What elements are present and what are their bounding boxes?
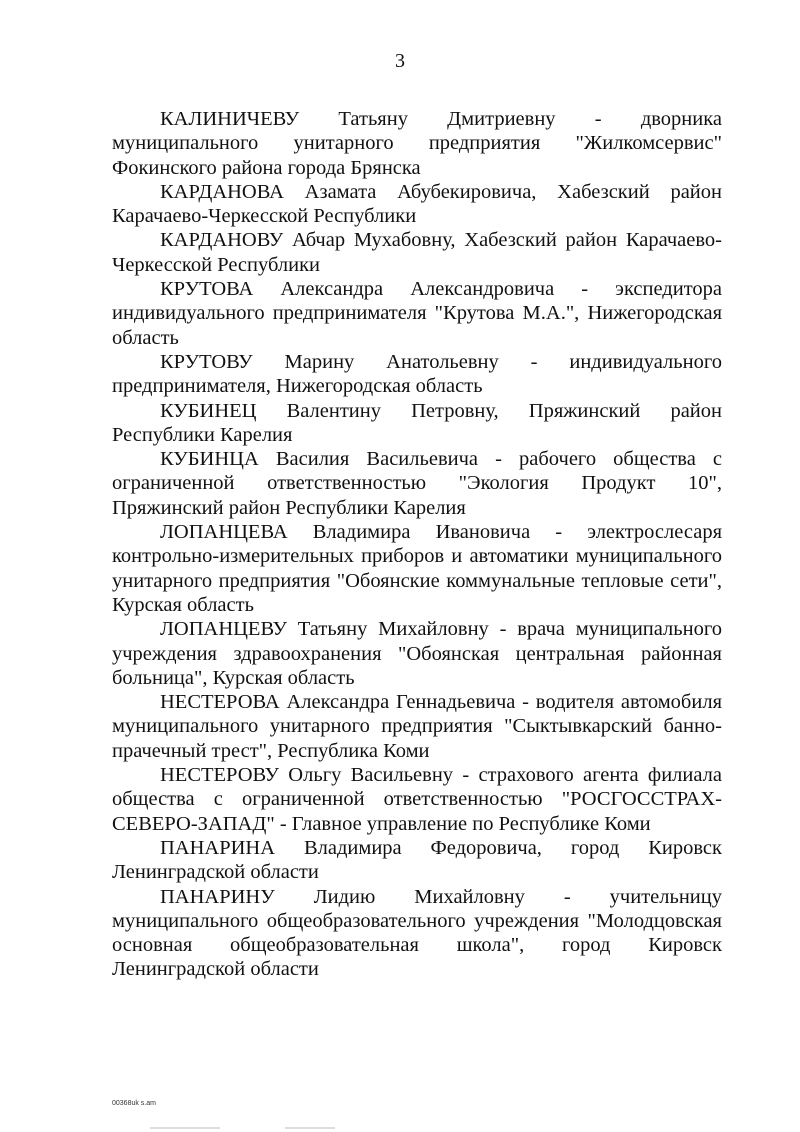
award-list xyxy=(112,107,722,982)
list-entry: КРУТОВА Александра Александровича - экспедитора индивидуального предпринимателя "Крутова М.А.", Нижегородская область xyxy=(112,278,722,349)
list-entry: КРУТОВУ Марину Анатольевну - индивидуального предпринимателя, Нижегородская область xyxy=(112,350,722,398)
scan-artifact xyxy=(285,1127,335,1129)
list-entry: КАЛИНИЧЕВУ Татьяну Дмитриевну - дворника муниципального унитарного предприятия "Жилкомсервис" Фокинского района города Брянска xyxy=(112,108,722,179)
document-code: 00368uk s.am xyxy=(112,1100,156,1107)
list-entry: КАРДАНОВУ Абчар Мухабовну, Хабезский район Карачаево-Черкесской Республики xyxy=(112,229,722,276)
list-entry: ПАНАРИНУ Лидию Михайловну - учительницу муниципального общеобразовательного учреждения "Молодцовская основная общеобразовательная школа", город Кировск Ленинградской области xyxy=(112,885,722,981)
scan-artifact xyxy=(150,1127,220,1129)
list-entry: ПАНАРИНА Владимира Федоровича, город Кировск Ленинградской области xyxy=(112,836,722,884)
list-entry: КАРДАНОВА Азамата Абубекировича, Хабезский район Карачаево-Черкесской Республики xyxy=(112,180,722,228)
list-entry: ЛОПАНЦЕВУ Татьяну Михайловну - врача муниципального учреждения здравоохранения "Обоянская центральная районная больница", Курская область xyxy=(112,618,722,689)
list-entry: НЕСТЕРОВА Александра Геннадьевича - водителя автомобиля муниципального унитарного предприятия "Сыктывкарский банно-прачечный трест", Республика Коми xyxy=(112,691,722,762)
list-entry: КУБИНЕЦ Валентину Петровну, Пряжинский район Республики Карелия xyxy=(112,399,722,446)
list-entry: ЛОПАНЦЕВА Владимира Ивановича - электрослесаря контрольно-измерительных приборов и автоматики муниципального унитарного предприятия "Обоянские коммунальные тепловые сети", Курская область xyxy=(112,521,722,616)
list-entry: КУБИНЦА Василия Васильевича - рабочего общества с ограниченной ответственностью "Экология Продукт 10", Пряжинский район Республики Карелия xyxy=(112,448,722,519)
list-entry: НЕСТЕРОВУ Ольгу Васильевну - страхового агента филиала общества с ограниченной ответственностью "РОСГОССТРАХ-СЕВЕРО-ЗАПАД" - Главное управление по Республике Коми xyxy=(112,764,722,835)
page-number: 3 xyxy=(395,50,405,72)
